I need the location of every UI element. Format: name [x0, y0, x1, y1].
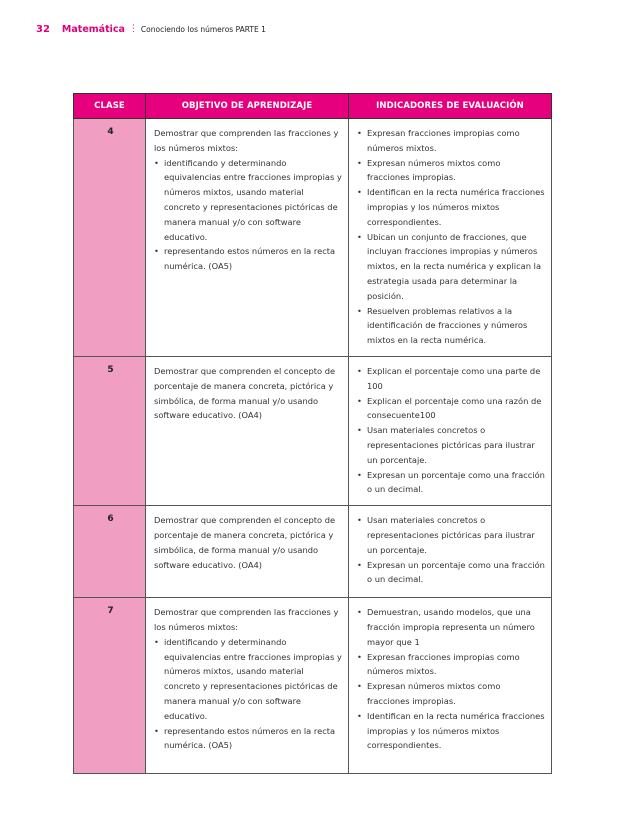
header-objetivo: OBJETIVO DE APRENDIZAJE — [146, 94, 349, 119]
objetivo-item: • representando estos números en la recta numérica. (OA5) — [154, 724, 342, 754]
objetivo-cell — [146, 506, 349, 598]
indicador-item: • Demuestran, usando modelos, que una fracción impropia representa un número mayor que 1 — [357, 605, 545, 649]
indicadores-list — [357, 605, 545, 753]
objetivo-list — [154, 156, 342, 274]
objetivo-list — [154, 635, 342, 753]
indicador-item: • Expresan fracciones impropias como números mixtos. — [357, 126, 545, 156]
objetivo-cell — [146, 598, 349, 774]
clase-cell: 7 — [74, 598, 146, 774]
indicador-item: • Expresan un porcentaje como una fracción o un decimal. — [357, 558, 545, 588]
objetivo-cell — [146, 119, 349, 357]
objetivo-item: • identificando y determinando equivalencias entre fracciones impropias y números mixtos, usando material concreto y representaciones pictóricas de manera manual y/o con software educativo. — [154, 635, 342, 724]
unit-title: Conociendo los números PARTE 1 — [140, 24, 266, 34]
indicadores-cell — [349, 119, 552, 357]
objetivo-item: • representando estos números en la recta numérica. (OA5) — [154, 244, 342, 274]
objetivo-cell — [146, 356, 349, 505]
indicador-item: • Ubican un conjunto de fracciones, que incluyan fracciones impropias y números mixtos, en la recta numérica y explican la estrategia usada para determinar la posición. — [357, 230, 545, 304]
indicadores-list — [357, 126, 545, 348]
indicador-item: • Explican el porcentaje como una razón de consecuente100 — [357, 394, 545, 424]
table-row — [74, 598, 552, 774]
table-header-row — [74, 94, 552, 119]
table-row — [74, 119, 552, 357]
indicador-item: • Expresan números mixtos como fracciones impropias. — [357, 156, 545, 186]
header-indicadores: INDICADORES DE EVALUACIÓN — [349, 94, 552, 119]
indicador-item: • Expresan números mixtos como fracciones impropias. — [357, 679, 545, 709]
objetivo-item: • identificando y determinando equivalencias entre fracciones impropias y números mixtos, usando material concreto y representaciones pictóricas de manera manual y/o con software educativo. — [154, 156, 342, 245]
objetivo-intro: Demostrar que comprenden el concepto de porcentaje de manera concreta, pictórica y simbólica, de forma manual y/o usando software educativo. (OA4) — [154, 365, 336, 421]
page-header — [36, 21, 266, 37]
objetivo-intro: Demostrar que comprenden las fracciones y los números mixtos: — [154, 128, 339, 153]
page-number: 32 — [36, 23, 50, 35]
indicador-item: • Usan materiales concretos o representaciones pictóricas para ilustrar un porcentaje. — [357, 513, 545, 557]
header-separator: ⋮ — [128, 24, 137, 34]
indicadores-list — [357, 364, 545, 497]
indicadores-list — [357, 513, 545, 587]
indicador-item: • Explican el porcentaje como una parte de 100 — [357, 364, 545, 394]
indicador-item: • Identifican en la recta numérica fracciones impropias y los números mixtos correspondientes. — [357, 709, 545, 753]
clase-cell: 4 — [74, 119, 146, 357]
table-row — [74, 506, 552, 598]
indicadores-cell — [349, 598, 552, 774]
objetivo-intro: Demostrar que comprenden el concepto de porcentaje de manera concreta, pictórica y simbólica, de forma manual y/o usando software educativo. (OA4) — [154, 515, 336, 570]
indicador-item: • Expresan fracciones impropias como números mixtos. — [357, 650, 545, 680]
clase-cell: 6 — [74, 506, 146, 598]
indicadores-cell — [349, 356, 552, 505]
table-row — [74, 356, 552, 505]
planning-table — [73, 93, 552, 774]
indicador-item: • Identifican en la recta numérica fracciones impropias y los números mixtos correspondientes. — [357, 185, 545, 229]
objetivo-intro: Demostrar que comprenden las fracciones y los números mixtos: — [154, 607, 339, 632]
subject-title: Matemática — [61, 23, 125, 35]
indicador-item: • Usan materiales concretos o representaciones pictóricas para ilustrar un porcentaje. — [357, 423, 545, 467]
header-clase: CLASE — [74, 94, 146, 119]
indicador-item: • Expresan un porcentaje como una fracción o un decimal. — [357, 468, 545, 498]
indicadores-cell — [349, 506, 552, 598]
clase-cell: 5 — [74, 356, 146, 505]
indicador-item: • Resuelven problemas relativos a la identificación de fracciones y números mixtos en la recta numérica. — [357, 304, 545, 348]
